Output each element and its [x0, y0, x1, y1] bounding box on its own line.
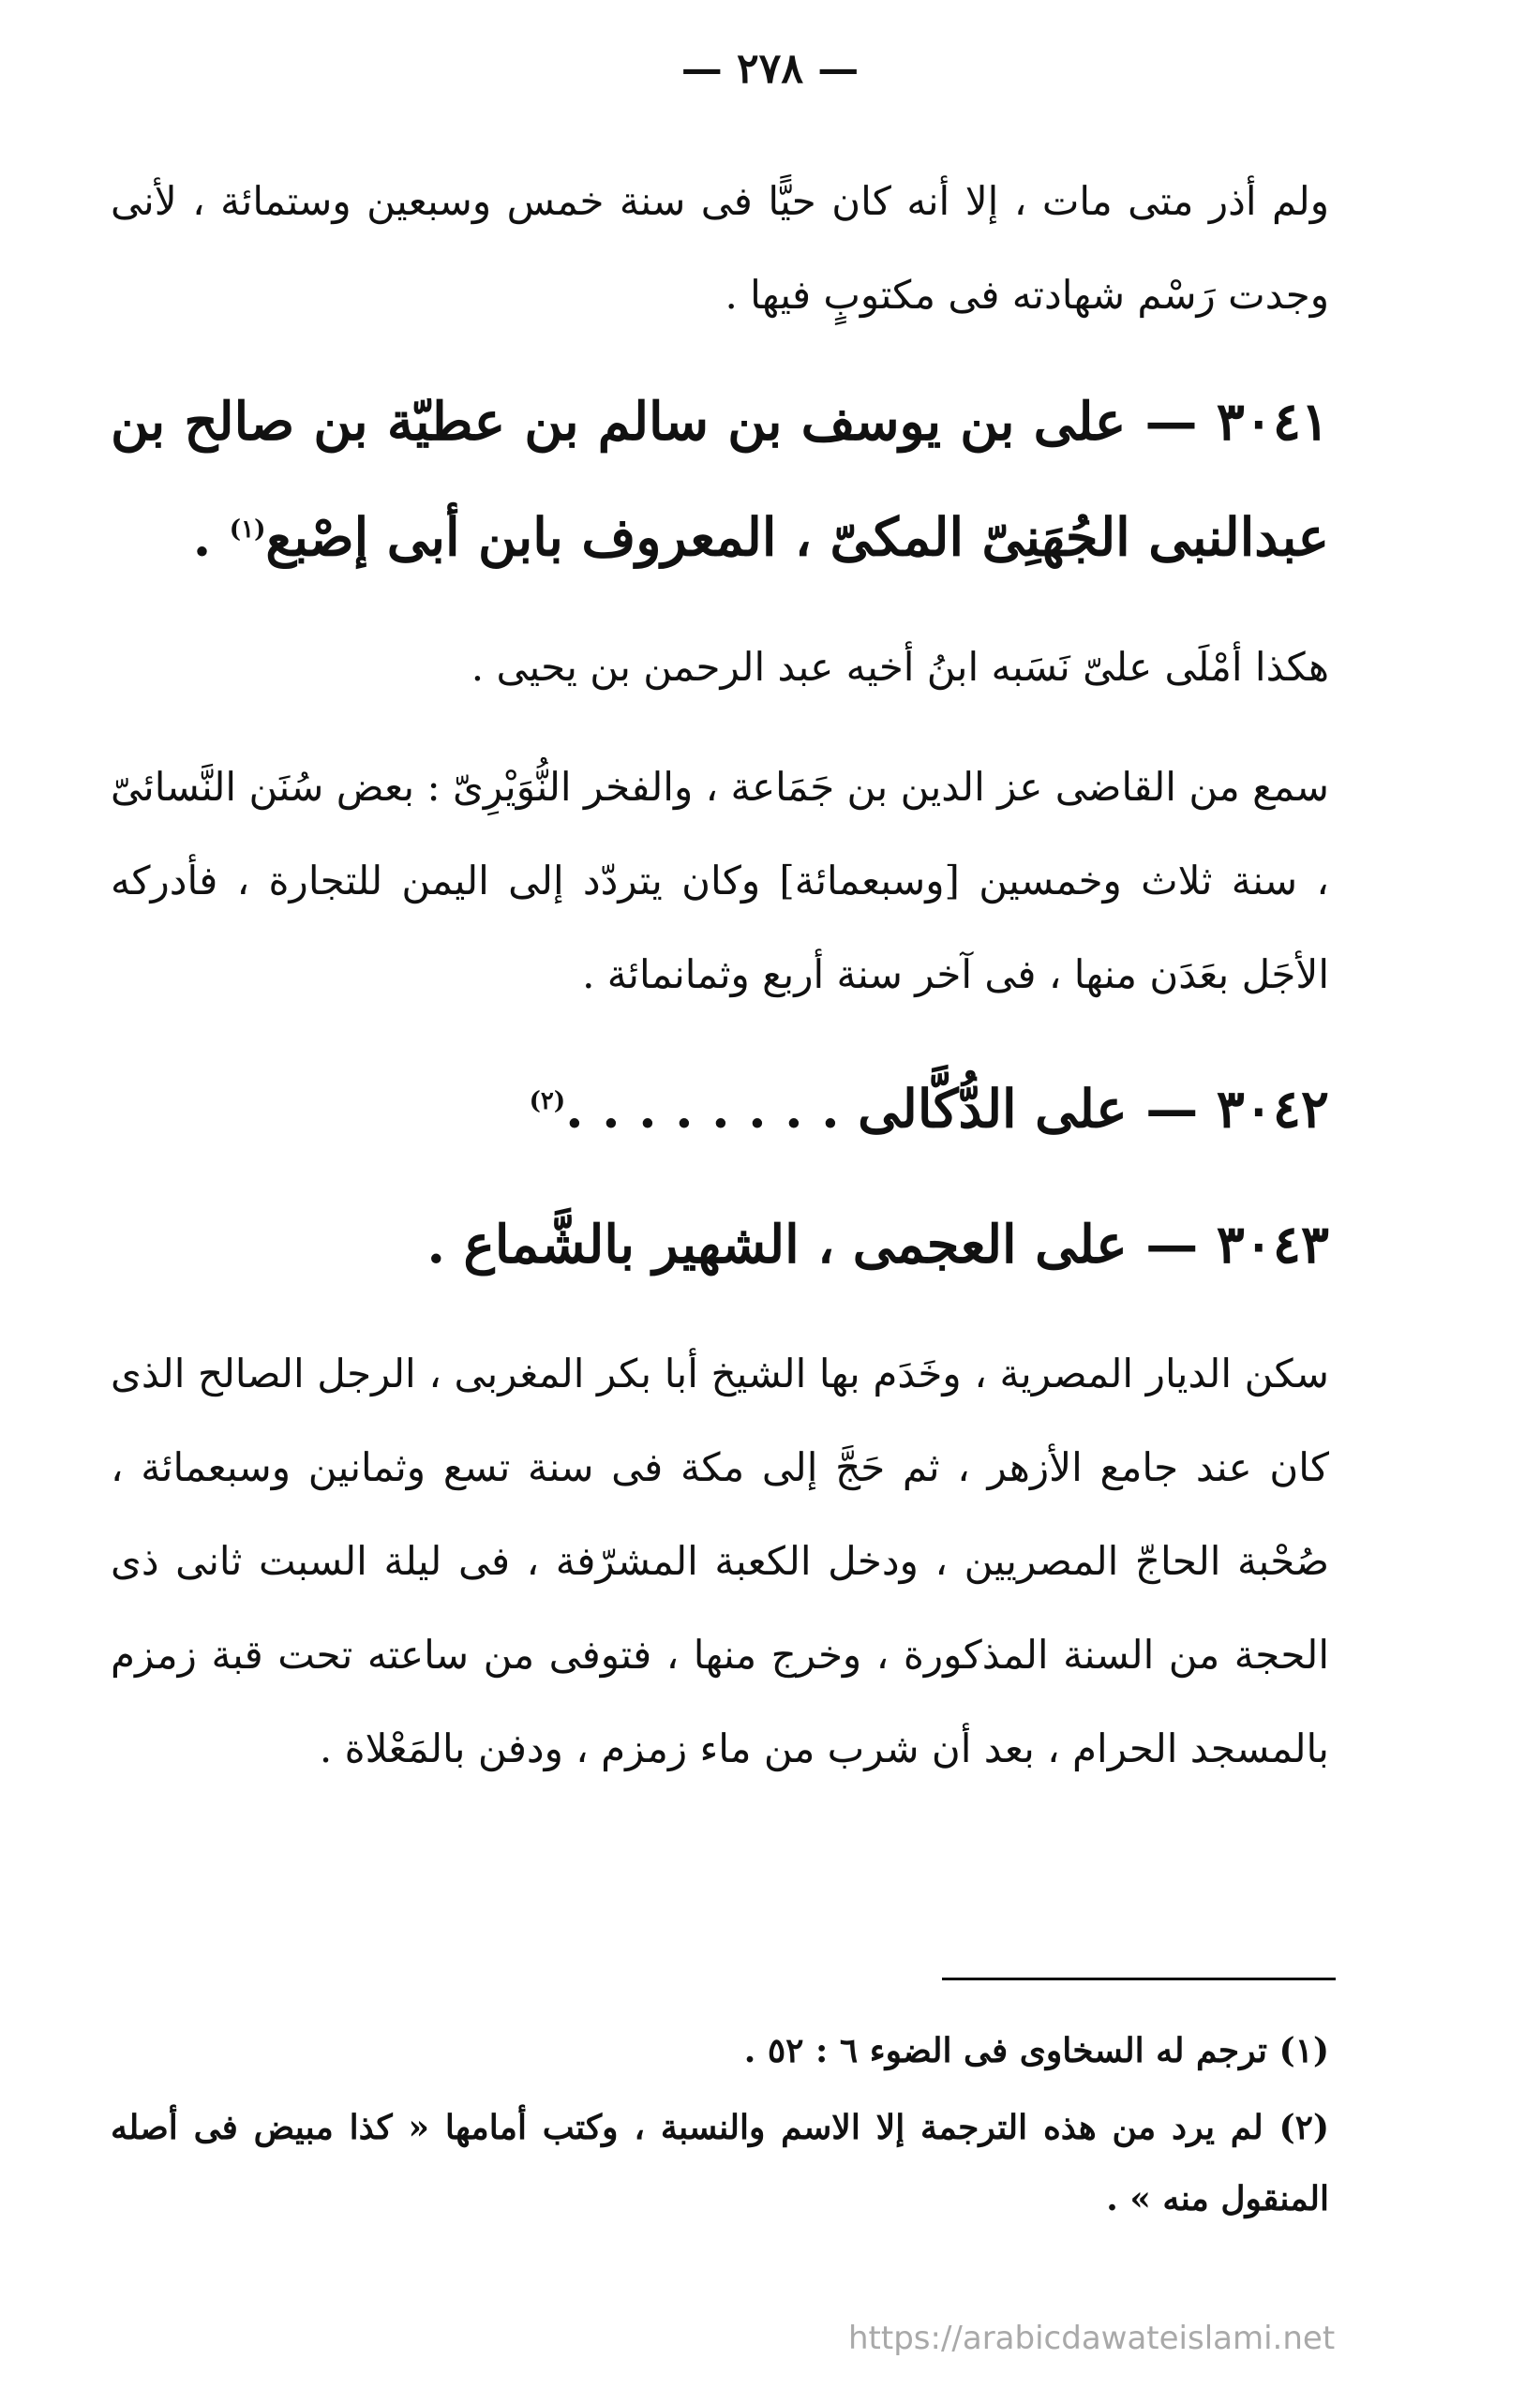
entry-3043-paragraph-1: سكن الديار المصرية ، وخَدَم بها الشيخ أبا بكر المغربى ، الرجل الصالح الذى كان عند جامع الأزهر ، ثم حَجَّ إلى مكة فى سنة تسع وثمانين وسبعمائة ، صُحْبة الحاجّ المصريين ، ودخل الكعبة المشرّفة ، فى ليلة السبت ثانى ذى الحجة من السنة المذكورة ، وخرج منها ، فتوفى من ساعته تحت قبة زمزم بالمسجد الحرام ، بعد أن شرب من ماء زمزم ، ودفن بالمَعْلاة .: [111, 1351, 1329, 1772]
main-text: [111, 155, 1329, 1822]
opening-paragraph: ولم أذر متى مات ، إلا أنه كان حيًّا فى سنة خمس وسبعين وستمائة ، لأنى وجدت رَسْم شهادته فى مكتوبٍ فيها .: [111, 178, 1329, 318]
entry-3041-heading: [111, 368, 1329, 592]
page-number: — ٢٧٨ —: [680, 45, 860, 93]
entry-3043-heading: ٣٠٤٣ — على العجمى ، الشهير بالشَّماع .: [426, 1214, 1329, 1277]
entry-3041-heading-text: ٣٠٤١ — على بن يوسف بن سالم بن عطيّة بن صالح بن عبدالنبى الجُهَنِىّ المكىّ ، المعروف بابن أبى إصْبع: [111, 391, 1329, 569]
entry-3041-paragraph-1: هكذا أمْلَى علىّ نَسَبه ابنُ أخيه عبد الرحمن بن يحيى .: [471, 643, 1329, 690]
footnote-divider: [942, 1978, 1336, 1980]
entry-3042-heading: [111, 1048, 1329, 1164]
watermark-url: https://arabicdawateislami.net: [848, 2320, 1336, 2357]
footnote-ref-1: (١): [229, 515, 266, 544]
footnotes: [111, 2015, 1329, 2240]
entry-3041-paragraph-2: سمع من القاضى عز الدين بن جَمَاعة ، والفخر النُّوَيْرِىّ : بعض سُنَن النَّسائىّ ، سنة ثلاث وخمسين [وسبعمائة] وكان يتردّد إلى اليمن للتجارة ، فأدركه الأجَل بعَدَن منها ، فى آخر سنة أربع وثمانمائة .: [111, 763, 1329, 997]
entry-3041-heading-end: .: [192, 506, 230, 569]
footnote-2: (٢) لم يرد من هذه الترجمة إلا الاسم والنسبة ، وكتب أمامها « كذا مبيض فى أصله المنقول منه » .: [111, 2108, 1329, 2218]
entry-3042-heading-text: ٣٠٤٢ — على الدُّكَّالى . . . . . . . .: [565, 1078, 1329, 1141]
footnote-ref-2: (٢): [529, 1086, 566, 1115]
footnote-1: (١) ترجم له السخاوى فى الضوء ٦ : ٥٢ .: [743, 2031, 1329, 2070]
